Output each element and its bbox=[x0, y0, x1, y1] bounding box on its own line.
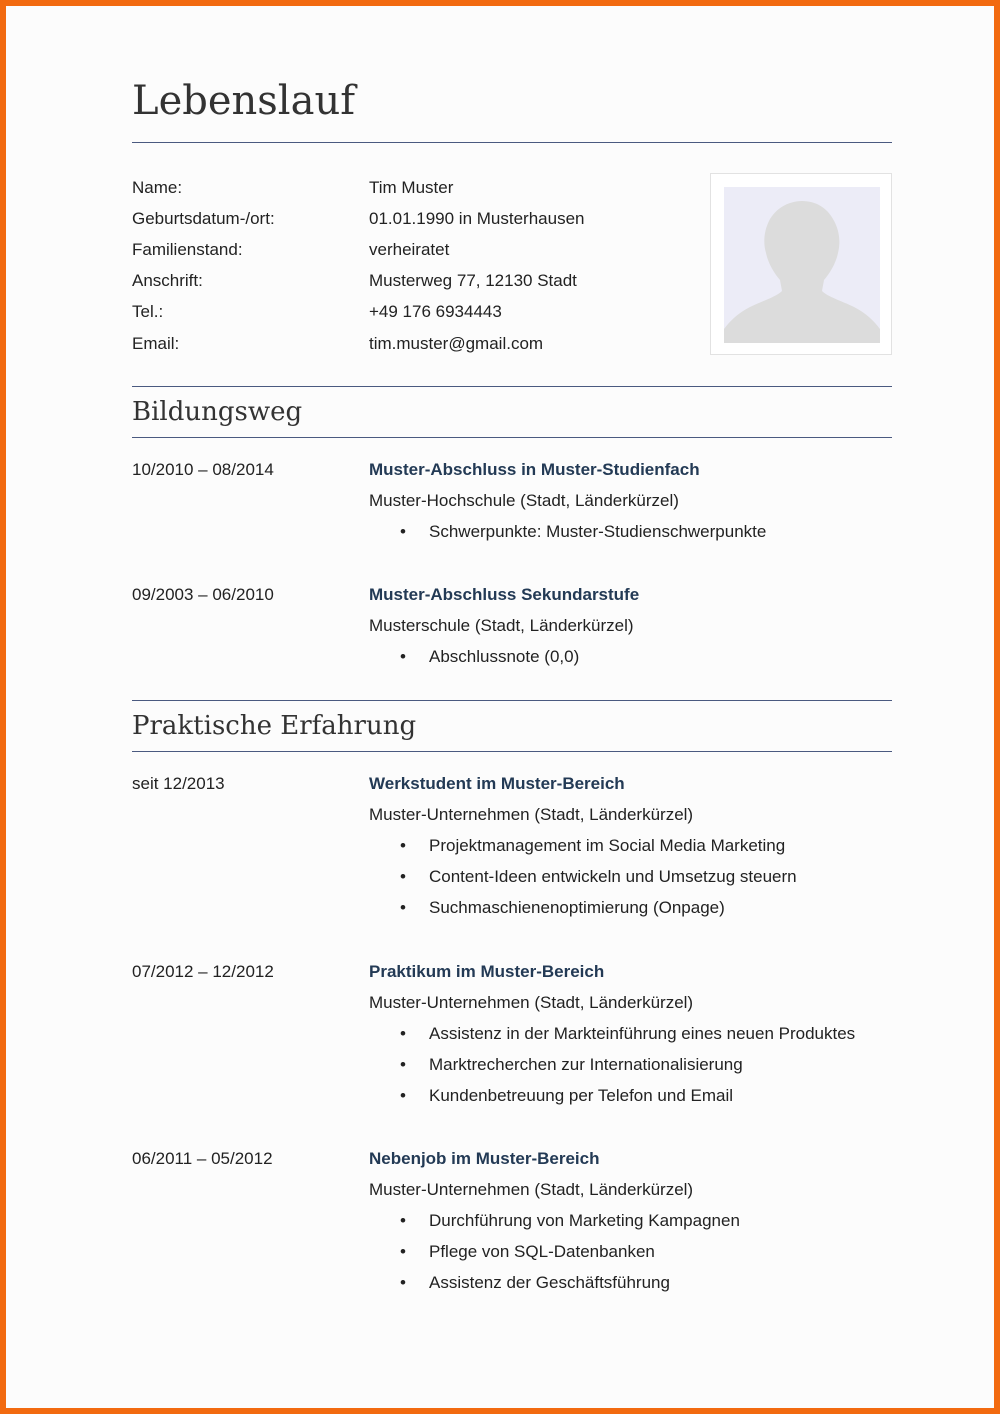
entry-role: Muster-Abschluss in Muster-Studienfach bbox=[369, 460, 700, 479]
entry-bullet-list bbox=[369, 647, 892, 678]
bullet-icon: • bbox=[400, 1055, 406, 1074]
list-item bbox=[369, 836, 892, 867]
bullet-icon: • bbox=[400, 1086, 406, 1105]
entry-organization: Muster-Unternehmen (Stadt, Länderkürzel) bbox=[369, 1180, 694, 1199]
bullet-text: Content-Ideen entwickeln und Umsetzug steuern bbox=[429, 867, 797, 886]
bullet-icon: • bbox=[400, 836, 406, 855]
bullet-text: Suchmaschienenoptimierung (Onpage) bbox=[429, 898, 725, 917]
bullet-icon: • bbox=[400, 1211, 406, 1230]
bullet-text: Schwerpunkte: Muster-Studienschwerpunkte bbox=[429, 522, 767, 541]
list-item bbox=[369, 867, 892, 898]
bullet-text: Marktrecherchen zur Internationalisierung bbox=[429, 1055, 743, 1074]
bullet-icon: • bbox=[400, 1273, 406, 1292]
entry-bullet-list bbox=[369, 836, 892, 929]
entry-date: seit 12/2013 bbox=[132, 774, 225, 793]
personal-value: tim.muster@gmail.com bbox=[369, 334, 544, 353]
entry-organization: Muster-Hochschule (Stadt, Länderkürzel) bbox=[369, 491, 679, 510]
personal-value: 01.01.1990 in Musterhausen bbox=[369, 209, 585, 228]
entry-role: Nebenjob im Muster-Bereich bbox=[369, 1149, 600, 1168]
bullet-icon: • bbox=[400, 1242, 406, 1261]
section-title-education: Bildungsweg bbox=[132, 397, 303, 427]
list-item bbox=[369, 522, 892, 553]
profile-photo-placeholder bbox=[710, 173, 892, 355]
bullet-text: Assistenz in der Markteinführung eines neuen Produktes bbox=[429, 1024, 856, 1043]
person-silhouette-icon bbox=[724, 187, 880, 343]
section-rule-top bbox=[132, 700, 892, 701]
entry-organization: Musterschule (Stadt, Länderkürzel) bbox=[369, 616, 634, 635]
entry-organization: Muster-Unternehmen (Stadt, Länderkürzel) bbox=[369, 993, 694, 1012]
entry-organization: Muster-Unternehmen (Stadt, Länderkürzel) bbox=[369, 805, 694, 824]
entry-bullet-list bbox=[369, 1211, 892, 1304]
list-item bbox=[369, 1211, 892, 1242]
bullet-icon: • bbox=[400, 647, 406, 666]
list-item bbox=[369, 1024, 892, 1055]
bullet-text: Abschlussnote (0,0) bbox=[429, 647, 580, 666]
list-item bbox=[369, 647, 892, 678]
bullet-icon: • bbox=[400, 522, 406, 541]
list-item bbox=[369, 1086, 892, 1117]
bullet-icon: • bbox=[400, 898, 406, 917]
personal-value: verheiratet bbox=[369, 240, 450, 259]
section-title-experience: Praktische Erfahrung bbox=[132, 711, 417, 741]
personal-value: Tim Muster bbox=[369, 178, 454, 197]
personal-label: Familienstand: bbox=[132, 240, 243, 259]
title-rule bbox=[132, 142, 892, 143]
list-item bbox=[369, 1055, 892, 1086]
entry-bullet-list bbox=[369, 1024, 892, 1117]
entry-role: Praktikum im Muster-Bereich bbox=[369, 962, 605, 981]
personal-value: +49 176 6934443 bbox=[369, 302, 502, 321]
bullet-text: Kundenbetreuung per Telefon und Email bbox=[429, 1086, 734, 1105]
entry-date: 09/2003 – 06/2010 bbox=[132, 585, 274, 604]
list-item bbox=[369, 1242, 892, 1273]
entry-date: 06/2011 – 05/2012 bbox=[132, 1149, 273, 1168]
entry-date: 10/2010 – 08/2014 bbox=[132, 460, 274, 479]
personal-label: Tel.: bbox=[132, 302, 164, 321]
personal-label: Anschrift: bbox=[132, 271, 203, 290]
personal-label: Name: bbox=[132, 178, 183, 197]
entry-date: 07/2012 – 12/2012 bbox=[132, 962, 274, 981]
personal-label: Geburtsdatum-/ort: bbox=[132, 209, 275, 228]
bullet-icon: • bbox=[400, 867, 406, 886]
list-item bbox=[369, 898, 892, 929]
entry-role: Werkstudent im Muster-Bereich bbox=[369, 774, 625, 793]
personal-label: Email: bbox=[132, 334, 180, 353]
entry-role: Muster-Abschluss Sekundarstufe bbox=[369, 585, 640, 604]
entry-bullet-list bbox=[369, 522, 892, 553]
bullet-icon: • bbox=[400, 1024, 406, 1043]
bullet-text: Durchführung von Marketing Kampagnen bbox=[429, 1211, 740, 1230]
bullet-text: Pflege von SQL-Datenbanken bbox=[429, 1242, 655, 1261]
section-rule-bottom bbox=[132, 751, 892, 752]
bullet-text: Projektmanagement im Social Media Marketing bbox=[429, 836, 786, 855]
page-title: Lebenslauf bbox=[132, 78, 356, 124]
section-rule-top bbox=[132, 386, 892, 387]
section-rule-bottom bbox=[132, 437, 892, 438]
list-item bbox=[369, 1273, 892, 1304]
bullet-text: Assistenz der Geschäftsführung bbox=[429, 1273, 670, 1292]
personal-value: Musterweg 77, 12130 Stadt bbox=[369, 271, 577, 290]
